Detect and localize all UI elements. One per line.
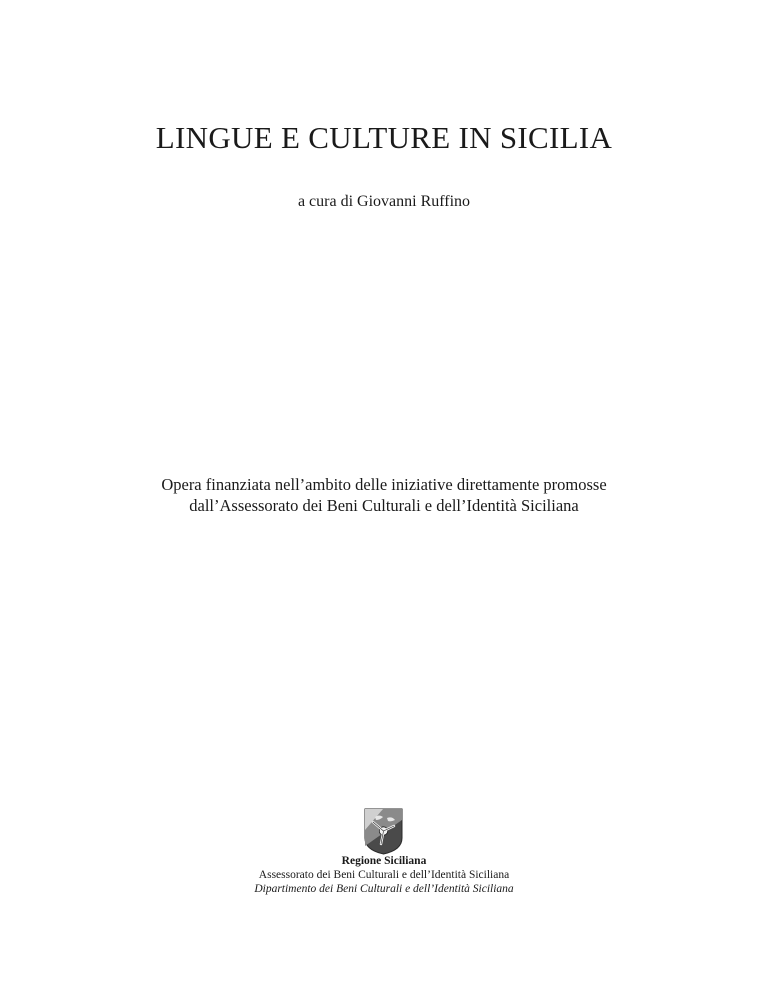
funding-note: [0, 474, 768, 516]
funding-line-1: Opera finanziata nell’ambito delle iniziative direttamente promosse: [161, 475, 607, 494]
funding-line-2: dall’Assessorato dei Beni Culturali e dell’Identità Siciliana: [189, 496, 579, 515]
publisher-block: [0, 854, 768, 896]
publisher-region: Regione Siciliana: [341, 855, 427, 867]
regione-siciliana-emblem-icon: [363, 808, 404, 855]
publisher-assessorato: Assessorato dei Beni Culturali e dell’Identità Siciliana: [258, 869, 510, 881]
editor-credit: a cura di Giovanni Ruffino: [297, 193, 471, 210]
book-title: LINGUE E CULTURE IN SICILIA: [155, 120, 613, 155]
publisher-dipartimento: Dipartimento dei Beni Culturali e dell’Identità Siciliana: [254, 883, 514, 895]
